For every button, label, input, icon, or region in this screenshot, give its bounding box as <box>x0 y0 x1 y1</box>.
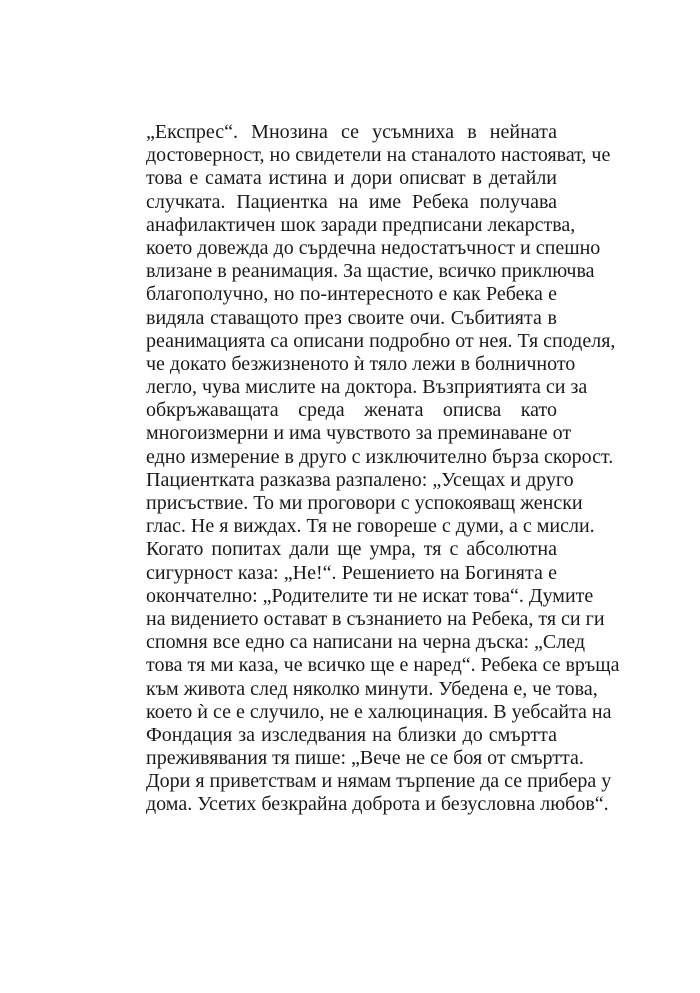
text-line: глас. Не я виждах. Тя не говореше с думи, а с мисли. <box>146 515 595 538</box>
text-line: случката. Пациентка на име Ребека получава <box>146 190 557 213</box>
text-line: дома. Усетих безкрайна доброта и безусловна любов“. <box>146 793 609 816</box>
body-paragraph <box>146 121 620 817</box>
text-line: към живота след няколко минути. Убедена е, че това, <box>146 677 598 700</box>
text-line: на видението остават в съзнанието на Ребека, тя си ги <box>146 607 605 630</box>
text-line: „Експрес“. Мнозина се усъмниха в нейната <box>146 121 557 143</box>
text-line: Пациентката разказва разпалено: „Усещах и друго <box>146 468 574 491</box>
text-line: анафилактичен шок заради предписани лекарства, <box>146 213 576 236</box>
text-line: което довежда до сърдечна недостатъчност и спешно <box>146 236 601 259</box>
text-line: обкръжаващата среда жената описва като <box>146 399 557 422</box>
text-line: достоверност, но свидетели на станалото настояват, че <box>146 144 611 167</box>
text-line: което ѝ се е случило, не е халюцинация. В уебсайта на <box>146 700 612 723</box>
text-line: спомня все едно са написани на черна дъска: „След <box>146 631 586 654</box>
text-line: това тя ми каза, че всичко ще е наред“. Ребека се връща <box>146 654 620 677</box>
text-line: сигурност каза: „Не!“. Решението на Богинята е <box>146 561 557 584</box>
text-line: многоизмерни и има чувството за преминаване от <box>146 422 572 445</box>
text-line: присъствие. То ми проговори с успокояващ женски <box>146 492 583 514</box>
text-line: Дори я приветствам и нямам търпение да се прибера у <box>146 770 612 793</box>
text-line: че докато безжизненото ѝ тяло лежи в болничното <box>146 352 576 375</box>
text-line: преживявания тя пише: „Вече не се боя от смъртта. <box>146 747 584 770</box>
text-line: влизане в реанимация. За щастие, всичко приключва <box>146 260 595 283</box>
text-line: Когато попитах дали ще умра, тя с абсолютна <box>146 538 557 561</box>
text-line: окончателно: „Родителите ти не искат това“. Думите <box>146 584 594 607</box>
text-line: видяла ставащото през своите очи. Събитията в <box>146 306 557 329</box>
text-line: това е самата истина и дори описват в детайли <box>146 167 557 190</box>
text-line: едно измерение в друго с изключително бърза скорост. <box>146 445 614 468</box>
text-line: благополучно, но по-интересното е как Ребека е <box>146 283 557 306</box>
text-line: легло, чува мислите на доктора. Възприятията си за <box>146 376 588 399</box>
text-line: реанимацията са описани подробно от нея. Тя споделя, <box>146 329 616 352</box>
text-line: Фондация за изследвания на близки до смъртта <box>146 723 557 746</box>
